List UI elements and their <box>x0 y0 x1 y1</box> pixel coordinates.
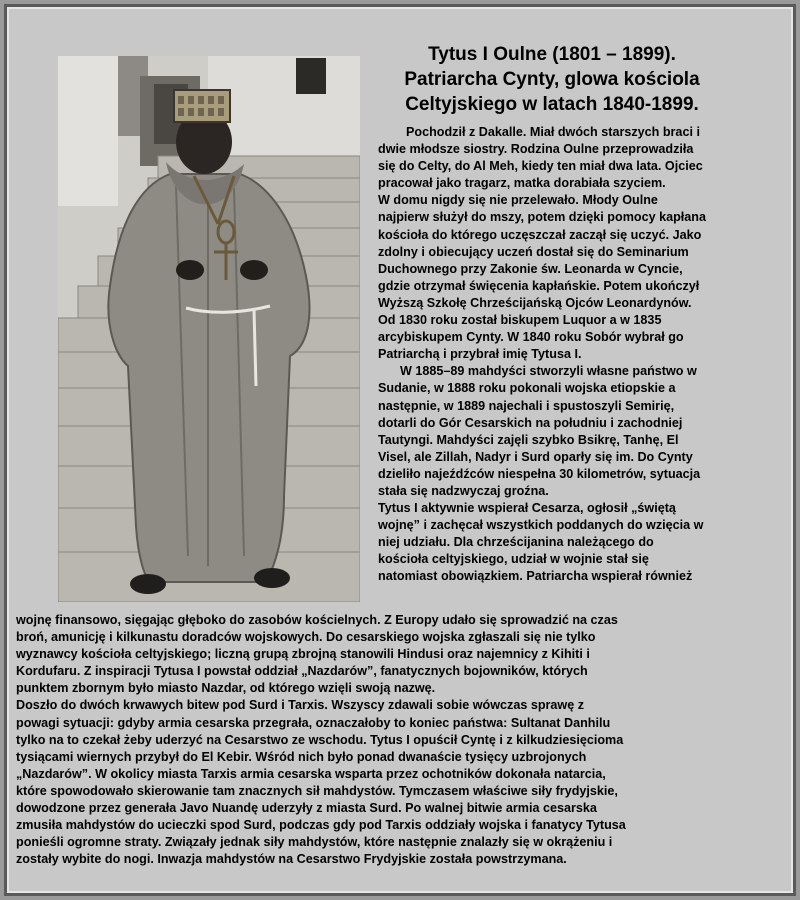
text-line: natomiast obowiązkiem. Patriarcha wspierał również <box>378 569 693 584</box>
article-body-bottom <box>16 612 776 868</box>
text-line: Tautyngi. Mahdyści zajęli szybko Bsikrę, Tanhę, El <box>378 432 679 447</box>
text-line: wojnę finansowo, sięgając głęboko do zasobów kościelnych. Z Europy udało się sprowadzić na czas <box>16 613 618 627</box>
portrait-photo <box>58 56 360 602</box>
text-line: Visel, ale Zillah, Nadyr i Surd oparły się im. Do Cynty <box>378 449 693 464</box>
text-line: Pochodził z Dakalle. Miał dwóch starszych braci i <box>406 125 700 139</box>
text-line: ponieśli ogromne straty. Związały jednak siły mahdystów, które następnie znalazły się w okrążeniu i <box>16 835 613 850</box>
article-body-top <box>378 124 774 586</box>
text-line: Sudanie, w 1888 roku pokonali wojska etiopskie a <box>378 381 676 396</box>
text-line: zdolny i obiecujący uczeń dostał się do Seminarium <box>378 244 689 259</box>
title-line: Celtyjskiego w latach 1840-1899. <box>405 94 699 115</box>
text-line: wojnę” i zachęcał wszystkich poddanych do wzięcia w <box>378 518 704 533</box>
text-line: tylko na to czekał żeby uderzyć na Cesarstwo ze wschodu. Tytus I opuścił Cyntę i z kilkudziesięcioma <box>16 732 624 747</box>
text-line: zostały wybite do nogi. Inwazja mahdystów na Cesarstwo Frydyjskie została powstrzymana. <box>16 852 567 867</box>
text-line: dwie młodsze siostry. Rodzina Oulne przeprowadziła <box>378 142 694 157</box>
text-line: następnie, w 1889 najechali i spustoszyli Semirię, <box>378 398 675 413</box>
text-line: Wyższą Szkołę Chrześcijańską Ojców Leonardynów. <box>378 295 692 310</box>
text-line: Kordufaru. Z inspiracji Tytusa I powstał oddział „Nazdarów”, fanatycznych bojowników, których <box>16 664 588 679</box>
title-line: Patriarcha Cynty, glowa kościola <box>404 69 700 90</box>
text-line: kościoła celtyjskiego, udział w wojnie stał się <box>378 552 649 567</box>
text-line: Duchownego przy Zakonie św. Leonarda w Cyncie, <box>378 261 683 276</box>
text-line: „Nazdarów”. W okolicy miasta Tarxis armia cesarska wsparta przez ochotników dokonała natarcia, <box>16 766 606 781</box>
article-title <box>378 42 726 117</box>
text-line: Doszło do dwóch krwawych bitew pod Surd i Tarxis. Wszyscy zdawali sobie wówczas sprawę z <box>16 698 585 713</box>
text-line: dowodzone przez generała Javo Nuandę uderzyły z miasta Surd. Po walnej bitwie armia cesarska <box>16 801 597 816</box>
text-line: punktem zbornym było miasto Nazdar, od którego wzięli swoją nazwę. <box>16 681 436 696</box>
portrait-illustration <box>58 56 360 602</box>
text-line: zmusiła mahdystów do ucieczki spod Surd, podczas gdy pod Tarxis oddziały wojska i fanatycy Tytusa <box>16 818 626 833</box>
text-line: powagi sytuacji: gdyby armia cesarska przegrała, oznaczałoby to koniec państwa: Sultanat Danhilu <box>16 715 611 730</box>
text-line: dzieliło najeźdźców niespełna 30 kilometrów, sytuacja <box>378 466 701 481</box>
text-line: się do Celty, do Al Meh, kiedy ten miał dwa lata. Ojciec <box>378 159 703 174</box>
text-line: dotarli do Gór Cesarskich na południu i zachodniej <box>378 415 683 430</box>
text-line: wyznawcy kościoła celtyjskiego; liczną grupą zbrojną stanowili Hindusi oraz najemnicy z Kihiti i <box>16 647 590 662</box>
text-line: pracował jako tragarz, matka dorabiała szyciem. <box>378 176 666 191</box>
text-line: Tytus I aktywnie wspierał Cesarza, ogłosił „świętą <box>378 501 676 516</box>
text-line: Patriarchą i przybrał imię Tytusa I. <box>378 347 582 362</box>
text-line: tysiącami wiernych przybył do El Kebir. Wśród nich było ponad dwanaście tysięcy uzbrojonych <box>16 749 587 764</box>
text-line: stała się nadzwyczaj groźna. <box>378 483 549 498</box>
text-line: Od 1830 roku został biskupem Luquor a w 1835 <box>378 313 662 328</box>
text-line: arcybiskupem Cynty. W 1840 roku Sobór wybrał go <box>378 330 684 345</box>
text-line: gdzie otrzymał święcenia kapłańskie. Potem ukończył <box>378 278 700 293</box>
text-line: które spowodowało skierowanie tam znacznych sił mahdystów. Tymczasem właściwe siły frydyjskie, <box>16 783 618 798</box>
text-line: najpierw służył do mszy, potem dzięki pomocy kapłana <box>378 210 706 225</box>
text-line: niej udziału. Dla chrześcijanina należącego do <box>378 535 654 550</box>
text-line: W 1885–89 mahdyści stworzyli własne państwo w <box>400 364 697 379</box>
text-line: broń, amunicję i kilkunastu doradców wojskowych. Do cesarskiego wojska zgłaszali się nie tylko <box>16 630 596 645</box>
text-line: kościoła do którego uczęszczał zaczął się uczyć. Jako <box>378 227 702 242</box>
title-line: Tytus I Oulne (1801 – 1899). <box>428 44 676 65</box>
text-line: W domu nigdy się nie przelewało. Młody Oulne <box>378 193 658 208</box>
